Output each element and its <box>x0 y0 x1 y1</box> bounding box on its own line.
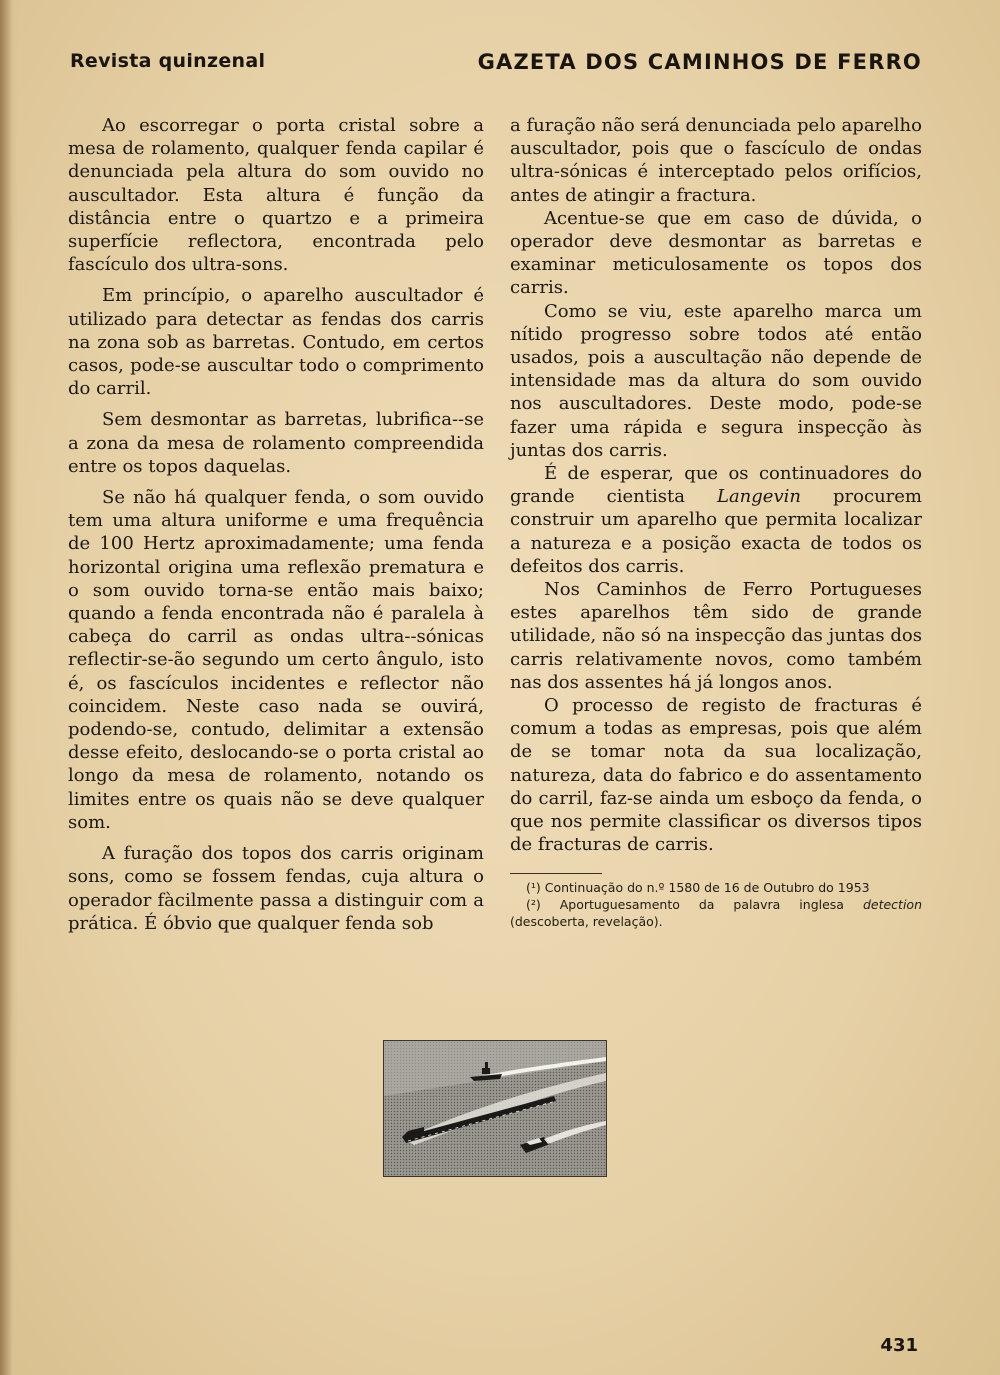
page-number: 431 <box>880 1335 918 1356</box>
running-header-right: GAZETA DOS CAMINHOS DE FERRO <box>477 50 922 74</box>
footnote-text: (descoberta, revelação). <box>510 914 663 929</box>
paragraph: Ao escorregar o porta cristal sobre a mesa de rolamento, qualquer fenda capilar é denunciada pela altura do som ouvido no auscultador. Esta altura é função da distância entre o quartzo e a primeira superfície reflectora, encontrada pelo fascículo dos ultra-sons. <box>68 115 484 276</box>
paragraph: Como se viu, este aparelho marca um nítido progresso sobre todos até então usados, pois a auscultação não depende de intensidade mas da altura do som ouvido nos auscultadores. Deste modo, pode-se fazer uma rápida e segura inspecção às juntas dos carris. <box>510 300 922 461</box>
right-column <box>510 114 922 857</box>
paragraph: Acentue-se que em caso de dúvida, o operador deve desmontar as barretas e examinar meticulosamente os topos dos carris. <box>510 207 922 299</box>
page-spine-shadow <box>0 0 18 1375</box>
paragraph: O processo de registo de fracturas é comum a todas as empresas, pois que além de se tomar nota da sua localização, natureza, data do fabrico e do assentamento do carril, faz-se ainda um esboço da fenda, o que nos permite classificar os diversos tipos de fracturas de carris. <box>510 695 922 856</box>
paragraph: Sem desmontar as barretas, lubrifica--se a zona da mesa de rolamento compreendida entre os topos daquelas. <box>68 409 484 477</box>
paragraph-text: É de esperar, que os continuadores do grande cientista <box>510 463 922 508</box>
footnote-1: (¹) Continuação do n.º 1580 de 16 de Outubro do 1953 <box>526 880 870 895</box>
footnote-2 <box>510 896 922 930</box>
paragraph: Nos Caminhos de Ferro Portugueses estes aparelhos têm sido de grande utilidade, não só na inspecção das juntas dos carris relativamente novos, como também nas dos assentes há já longos anos. <box>510 579 922 693</box>
running-header-left: Revista quinzenal <box>70 50 266 72</box>
scientist-name: Langevin <box>717 486 801 508</box>
paragraph-continuation: a furação não será denunciada pelo aparelho auscultador, pois que o fascículo de ondas ultra-sónicas é interceptado pelos orifícios, antes de atingir a fractura. <box>510 115 922 206</box>
footnotes <box>510 873 922 930</box>
left-column <box>68 114 484 943</box>
illustration-drawing <box>384 1041 606 1176</box>
footnote-rule <box>510 873 602 874</box>
transport-illustration <box>383 1040 607 1177</box>
paragraph: Se não há qualquer fenda, o som ouvido tem uma altura uniforme e uma frequência de 100 Hertz aproximadamente; uma fenda horizontal origina uma reflexão prematura e o som ouvido torna-se então mais baixo; quando a fenda encontrada não é paralela à cabeça do carril as ondas ultra--sónicas reflectir-se-ão segundo um certo ângulo, isto é, os fascículos incidentes e reflector não coincidem. Neste caso nada se ouvirá, podendo-se, contudo, delimitar a extensão desse efeito, deslocando-se o porta cristal ao longo da mesa de rolamento, notando os limites entre os quais não se deve qualquer som. <box>68 487 484 833</box>
paragraph: Em princípio, o aparelho auscultador é utilizado para detectar as fendas dos carris na zona sob as barretas. Contudo, em certos casos, pode-se auscultar todo o comprimento do carril. <box>68 285 484 400</box>
footnote-term: detection <box>862 897 922 912</box>
paragraph-text: procurem construir um aparelho que permita localizar a natureza e a posição exacta de todos os defeitos dos carris. <box>510 486 922 577</box>
paragraph: A furação dos topos dos carris originam sons, como se fossem fendas, cuja altura o operador fàcilmente passa a distinguir com a prática. É óbvio que qualquer fenda sob <box>68 843 484 934</box>
footnote-text: (²) Aportuguesamento da palavra inglesa <box>526 897 863 912</box>
paragraph-langevin <box>510 462 922 578</box>
